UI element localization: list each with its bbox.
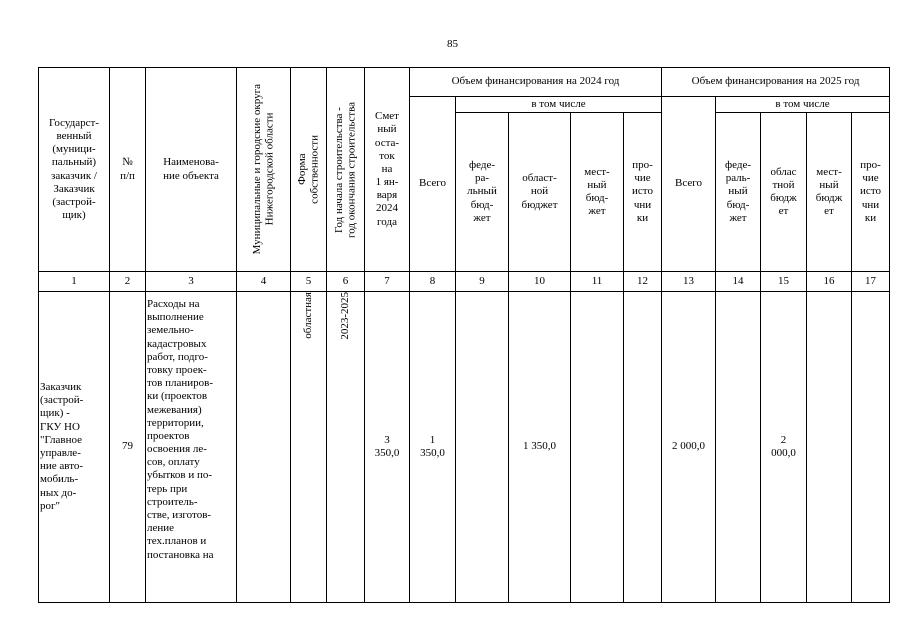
col-number: 16 xyxy=(807,272,852,292)
cell-local-2024 xyxy=(571,292,624,603)
cell-federal-2025 xyxy=(716,292,761,603)
cell-object-name: Расходы на выполнение земельно- кадастровых работ, подго- товку проек- тов планиров- ки (проектов межевания) территории, проектов освоения ле- сов, оплату убытков и по- терь при строитель- стве, изготов- ление тех.планов и постановка на xyxy=(146,292,237,603)
header-including-2024: в том числе xyxy=(456,97,662,113)
header-ownership: Форма собственности xyxy=(291,68,327,272)
col-number: 15 xyxy=(761,272,807,292)
cell-federal-2024 xyxy=(456,292,509,603)
header-estimated-balance: Смет ный оста- ток на 1 ян- варя 2024 года xyxy=(365,68,410,272)
col-number: 7 xyxy=(365,272,410,292)
header-federal-2024: феде- ра- льный бюд- жет xyxy=(456,113,509,272)
header-funding-2024: Объем финансирования на 2024 год xyxy=(410,68,662,97)
header-total-2025: Всего xyxy=(662,97,716,272)
header-regional-2025: облас тной бюдж ет xyxy=(761,113,807,272)
cell-other-2025 xyxy=(852,292,890,603)
header-local-2024: мест- ный бюд- жет xyxy=(571,113,624,272)
cell-regional-2025: 2 000,0 xyxy=(761,292,807,603)
cell-years: 2023-2025 xyxy=(327,292,365,603)
cell-regional-2024: 1 350,0 xyxy=(509,292,571,603)
header-including-2025: в том числе xyxy=(716,97,890,113)
col-number: 8 xyxy=(410,272,456,292)
cell-municipal xyxy=(237,292,291,603)
header-object-name: Наименова- ние объекта xyxy=(146,68,237,272)
header-local-2025: мест- ный бюдж ет xyxy=(807,113,852,272)
col-number: 5 xyxy=(291,272,327,292)
header-years: Год начала строительства - год окончания строительства xyxy=(327,68,365,272)
header-other-2024: про- чие исто чни ки xyxy=(624,113,662,272)
col-number: 6 xyxy=(327,272,365,292)
cell-total-2024: 1 350,0 xyxy=(410,292,456,603)
col-number: 12 xyxy=(624,272,662,292)
col-number: 2 xyxy=(110,272,146,292)
header-total-2024: Всего xyxy=(410,97,456,272)
cell-local-2025 xyxy=(807,292,852,603)
cell-total-2025: 2 000,0 xyxy=(662,292,716,603)
col-number: 9 xyxy=(456,272,509,292)
header-customer: Государст- венный (муници- пальный) заказчик / Заказчик (застрой- щик) xyxy=(39,68,110,272)
header-regional-2024: област- ной бюджет xyxy=(509,113,571,272)
header-municipal: Муниципальные и городские округа Нижегородской области xyxy=(237,68,291,272)
cell-num: 79 xyxy=(110,292,146,603)
header-funding-2025: Объем финансирования на 2025 год xyxy=(662,68,890,97)
header-num: № п/п xyxy=(110,68,146,272)
header-federal-2025: феде- раль- ный бюд- жет xyxy=(716,113,761,272)
col-number: 10 xyxy=(509,272,571,292)
col-number: 14 xyxy=(716,272,761,292)
col-number: 3 xyxy=(146,272,237,292)
cell-ownership: областная xyxy=(291,292,327,603)
cell-estimated-balance: 3 350,0 xyxy=(365,292,410,603)
col-number: 4 xyxy=(237,272,291,292)
page-number: 85 xyxy=(447,38,458,50)
table-row xyxy=(39,292,890,603)
col-number: 13 xyxy=(662,272,716,292)
header-other-2025: про- чие исто чни ки xyxy=(852,113,890,272)
cell-other-2024 xyxy=(624,292,662,603)
col-number: 11 xyxy=(571,272,624,292)
col-number: 17 xyxy=(852,272,890,292)
financing-table xyxy=(38,67,890,603)
col-number: 1 xyxy=(39,272,110,292)
cell-customer: Заказчик (застрой- щик) - ГКУ НО "Главное управле- ние авто- мобиль- ных до- рог" xyxy=(39,292,110,603)
